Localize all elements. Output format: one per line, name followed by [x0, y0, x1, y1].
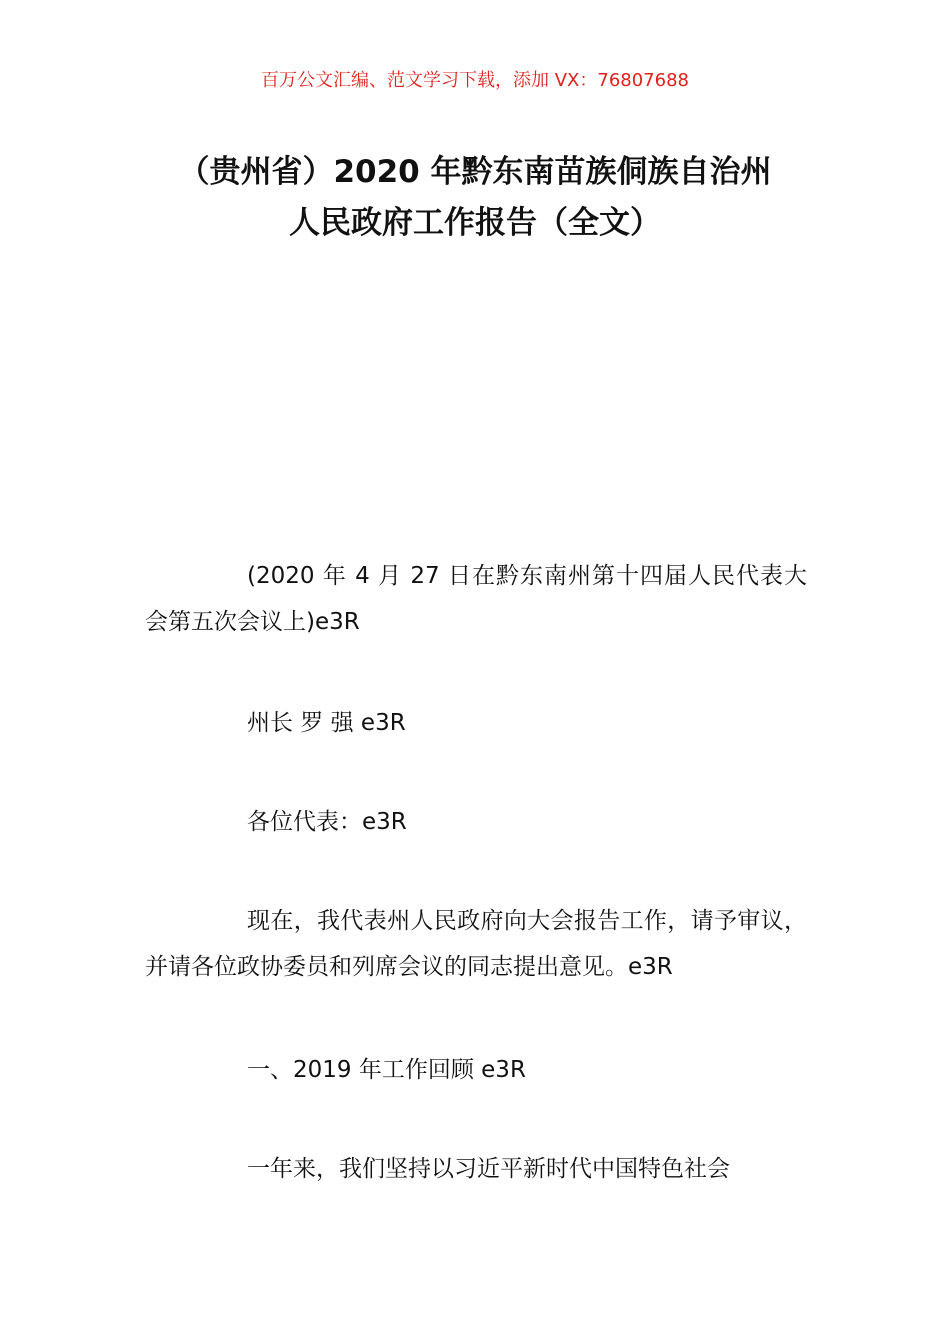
meeting-info-paragraph: (2020 年 4 月 27 日在黔东南州第十四届人民代表大会第五次会议上)e3R: [145, 563, 807, 635]
section-heading: 一、2019 年工作回顾 e3R: [247, 1057, 526, 1083]
salutation-line: 各位代表：e3R: [247, 809, 407, 835]
header-promo-note: 百万公文汇编、范文学习下载，添加 VX：76807688: [261, 70, 689, 91]
document-title-line-1: （贵州省）2020 年黔东南苗族侗族自治州: [178, 154, 772, 190]
opening-paragraph: 现在，我代表州人民政府向大会报告工作，请予审议，并请各位政协委员和列席会议的同志提出意见。e3R: [145, 908, 807, 980]
body-paragraph: 一年来，我们坚持以习近平新时代中国特色社会: [247, 1156, 730, 1182]
document-title-line-2: 人民政府工作报告（全文）: [289, 205, 661, 241]
speaker-line: 州长 罗 强 e3R: [247, 710, 406, 736]
